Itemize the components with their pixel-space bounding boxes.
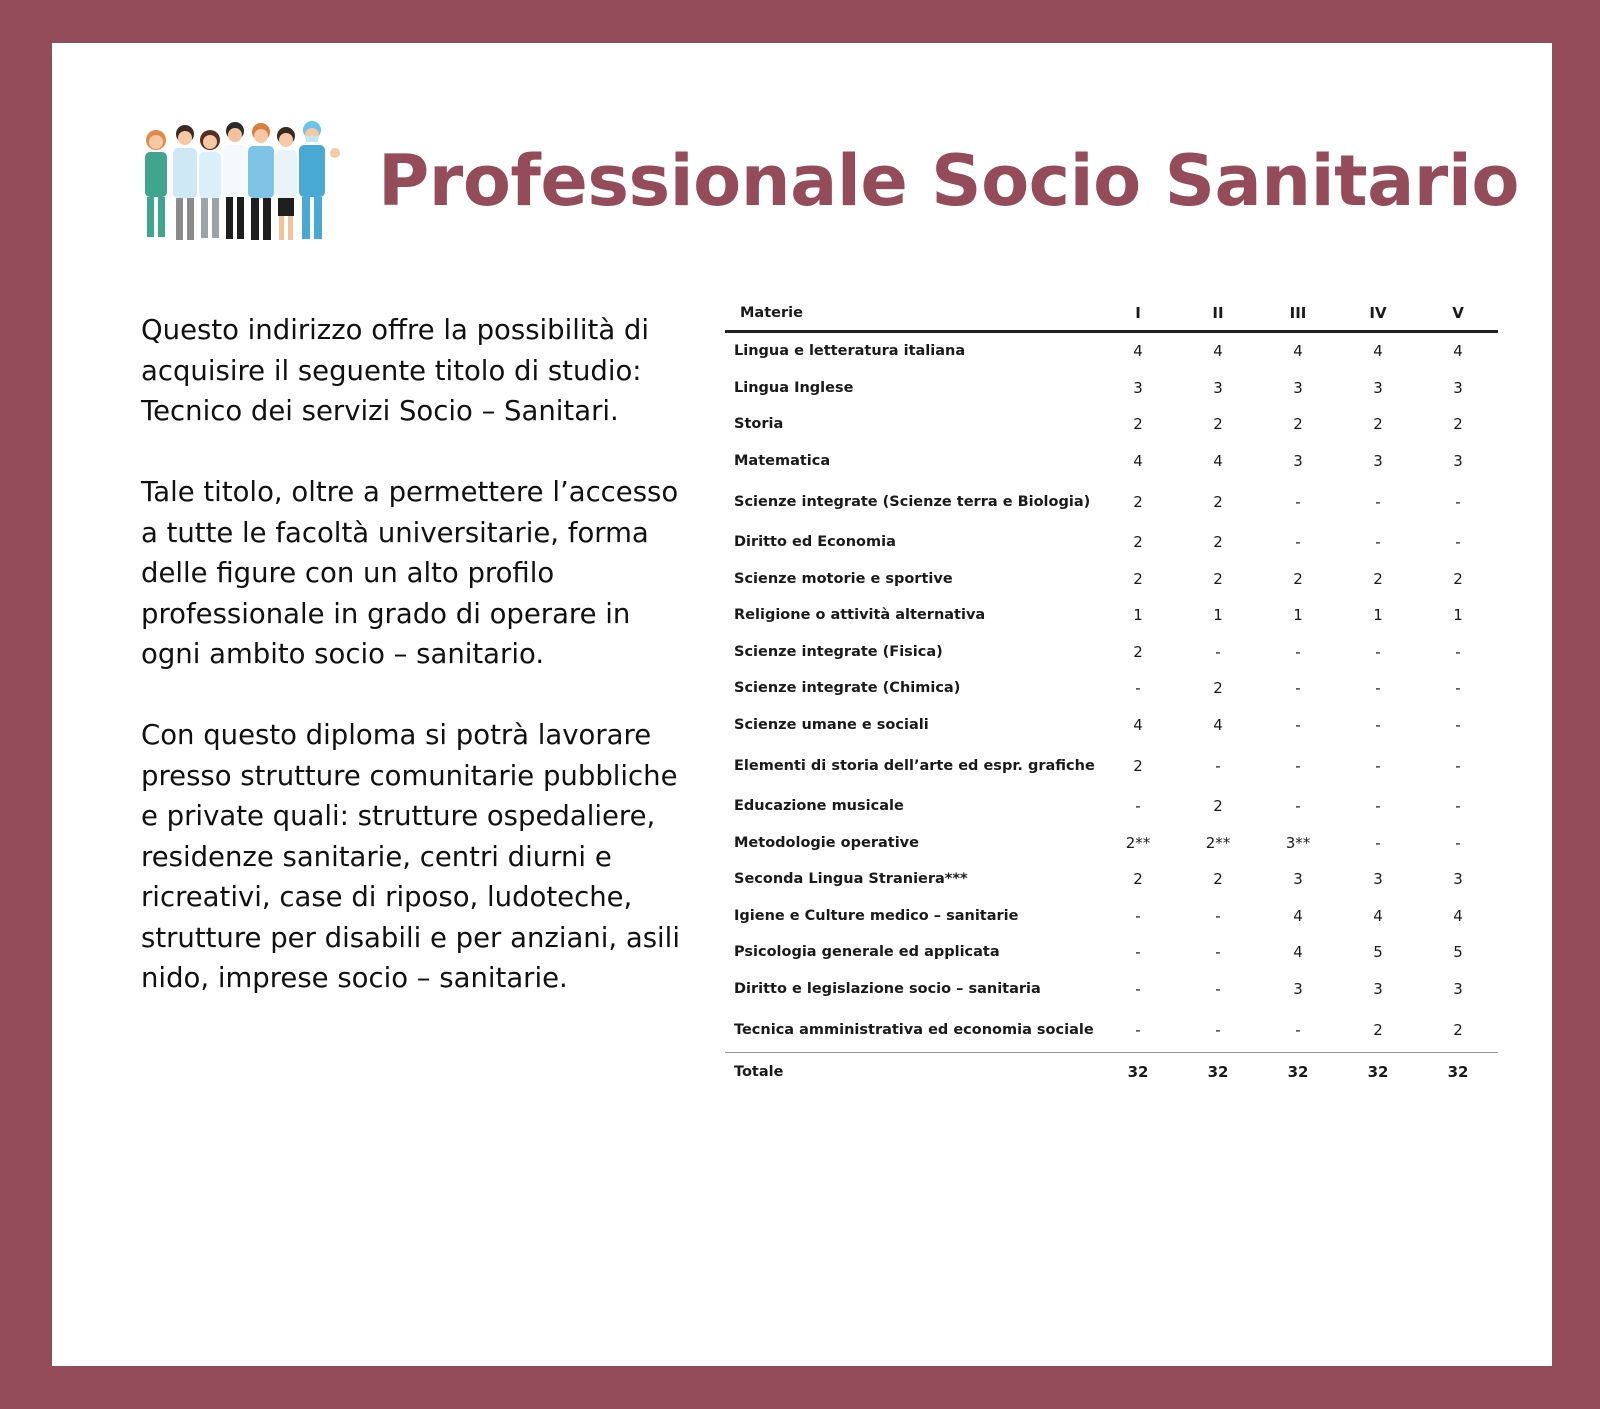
hours-cell-year-1: - (1135, 1020, 1141, 1039)
hours-cell-year-3: 4 (1293, 906, 1303, 925)
hours-cell-year-3: - (1295, 642, 1301, 661)
hours-cell-year-1: - (1135, 906, 1141, 925)
hours-cell-year-4: 2 (1373, 415, 1383, 434)
hours-cell-year-2: - (1215, 943, 1221, 962)
subject-cell: Scienze integrate (Chimica) (734, 680, 961, 697)
hours-cell-year-3: - (1295, 492, 1301, 511)
header-subject: Materie (725, 300, 1098, 332)
hours-cell-year-5: - (1455, 642, 1461, 661)
subject-cell: Metodologie operative (734, 834, 919, 851)
hours-cell-year-3: - (1295, 756, 1301, 775)
paragraph-access: Tale titolo, oltre a permettere l’accesso a tutte le facoltà universitarie, forma delle figure con un alto profilo professionale in grado di operare in ogni ambito socio – sanitario. (141, 476, 679, 670)
hours-cell-year-5: 2 (1453, 569, 1463, 588)
hours-cell-year-4: 2 (1373, 1020, 1383, 1039)
paragraph-degree: Questo indirizzo offre la possibilità di acquisire il seguente titolo di studio: Tecnico dei servizi Socio – Sanitari. (141, 314, 650, 427)
hours-cell-year-5: - (1455, 679, 1461, 698)
hours-cell-year-1: 2 (1133, 642, 1143, 661)
subject-cell: Storia (734, 416, 784, 433)
hours-cell-year-5: - (1455, 797, 1461, 816)
hours-cell-year-5: 5 (1453, 943, 1463, 962)
hours-cell-year-3: - (1295, 715, 1301, 734)
subject-cell: Lingua e letteratura italiana (734, 343, 966, 360)
subject-cell: Scienze integrate (Fisica) (734, 643, 943, 660)
hours-cell-year-1: 2** (1125, 833, 1151, 852)
hours-cell-year-2: 2 (1213, 533, 1223, 552)
hours-cell-year-4: 3 (1373, 870, 1383, 889)
table-total-row (725, 1053, 1498, 1092)
table-row (725, 406, 1498, 443)
hours-cell-year-2: 2 (1213, 870, 1223, 889)
hours-cell-year-1: - (1135, 797, 1141, 816)
table-row (725, 561, 1498, 598)
hours-cell-year-3: - (1295, 1020, 1301, 1039)
hours-cell-year-3: 2 (1293, 569, 1303, 588)
table-row (725, 788, 1498, 825)
hours-cell-year-2: - (1215, 642, 1221, 661)
table-row (725, 825, 1498, 862)
hours-cell-year-1: 4 (1133, 715, 1143, 734)
hours-cell-year-5: - (1455, 533, 1461, 552)
hours-cell-year-3: 3 (1293, 451, 1303, 470)
subject-cell: Scienze integrate (Scienze terra e Biologia) (734, 493, 1091, 510)
subject-cell: Diritto e legislazione socio – sanitaria (734, 980, 1041, 997)
table-row (725, 670, 1498, 707)
total-cell-year-4: 32 (1338, 1053, 1418, 1092)
hours-cell-year-4: - (1375, 715, 1381, 734)
subject-cell: Scienze motorie e sportive (734, 570, 953, 587)
table-row (725, 861, 1498, 898)
hours-cell-year-4: 3 (1373, 979, 1383, 998)
total-cell-year-5: 32 (1418, 1053, 1498, 1092)
hours-cell-year-1: 2 (1133, 870, 1143, 889)
subject-cell: Lingua Inglese (734, 379, 854, 396)
table-row (725, 370, 1498, 407)
hours-cell-year-4: - (1375, 533, 1381, 552)
hours-cell-year-5: 3 (1453, 870, 1463, 889)
hours-cell-year-2: 2 (1213, 569, 1223, 588)
table-row (725, 971, 1498, 1008)
hours-cell-year-5: - (1455, 756, 1461, 775)
table-row (725, 898, 1498, 935)
subject-cell: Elementi di storia dell’arte ed espr. grafiche (734, 757, 1095, 774)
hours-cell-year-3: 3 (1293, 870, 1303, 889)
hours-cell-year-2: - (1215, 979, 1221, 998)
hours-cell-year-1: 2 (1133, 533, 1143, 552)
total-cell-year-3: 32 (1258, 1053, 1338, 1092)
hours-cell-year-4: 3 (1373, 451, 1383, 470)
hours-cell-year-4: - (1375, 833, 1381, 852)
hours-cell-year-4: - (1375, 642, 1381, 661)
hours-cell-year-2: 4 (1213, 715, 1223, 734)
subject-cell: Scienze umane e sociali (734, 716, 929, 733)
hours-cell-year-3: 4 (1293, 943, 1303, 962)
total-label: Totale (725, 1053, 1098, 1092)
hours-cell-year-1: 2 (1133, 492, 1143, 511)
hours-cell-year-3: 3 (1293, 979, 1303, 998)
hours-cell-year-1: 1 (1133, 606, 1143, 625)
subject-cell: Matematica (734, 452, 831, 469)
hours-cell-year-2: 4 (1213, 342, 1223, 361)
hours-cell-year-2: - (1215, 756, 1221, 775)
hours-cell-year-1: - (1135, 979, 1141, 998)
hours-cell-year-5: 3 (1453, 451, 1463, 470)
table-row (725, 707, 1498, 744)
hours-cell-year-1: 2 (1133, 756, 1143, 775)
doctor-figure (145, 121, 340, 240)
hours-cell-year-5: 3 (1453, 378, 1463, 397)
hours-cell-year-4: - (1375, 679, 1381, 698)
table-row (725, 934, 1498, 971)
hours-cell-year-4: 4 (1373, 906, 1383, 925)
hours-cell-year-5: - (1455, 715, 1461, 734)
hours-cell-year-1: 2 (1133, 569, 1143, 588)
hours-cell-year-3: - (1295, 679, 1301, 698)
hours-cell-year-3: - (1295, 533, 1301, 552)
hours-cell-year-2: 1 (1213, 606, 1223, 625)
hours-cell-year-5: 4 (1453, 342, 1463, 361)
hours-cell-year-2: 4 (1213, 451, 1223, 470)
hours-cell-year-2: - (1215, 1020, 1221, 1039)
header-year-1: I (1098, 300, 1178, 332)
hours-cell-year-3: 4 (1293, 342, 1303, 361)
table-row (725, 743, 1498, 788)
subject-cell: Seconda Lingua Straniera*** (734, 871, 968, 888)
hours-cell-year-3: 3 (1293, 378, 1303, 397)
hours-cell-year-2: 2 (1213, 492, 1223, 511)
page-title: Professionale Socio Sanitario (378, 140, 1519, 222)
hours-cell-year-4: 4 (1373, 342, 1383, 361)
hours-cell-year-2: 2 (1213, 679, 1223, 698)
hours-cell-year-4: - (1375, 492, 1381, 511)
header-year-4: IV (1338, 300, 1418, 332)
hours-cell-year-3: - (1295, 797, 1301, 816)
table-row (725, 634, 1498, 671)
hours-cell-year-4: - (1375, 797, 1381, 816)
medical-staff-illustration (138, 120, 348, 250)
table-row (725, 443, 1498, 480)
hours-cell-year-1: - (1135, 943, 1141, 962)
hours-cell-year-2: 3 (1213, 378, 1223, 397)
header-year-5: V (1418, 300, 1498, 332)
hours-cell-year-1: 2 (1133, 415, 1143, 434)
hours-cell-year-2: 2** (1205, 833, 1231, 852)
table-row (725, 1007, 1498, 1053)
hours-cell-year-1: 3 (1133, 378, 1143, 397)
hours-cell-year-5: - (1455, 833, 1461, 852)
total-cell-year-1: 32 (1098, 1053, 1178, 1092)
hours-cell-year-5: 2 (1453, 415, 1463, 434)
hours-cell-year-3: 3** (1285, 833, 1311, 852)
hours-cell-year-4: 5 (1373, 943, 1383, 962)
subject-cell: Educazione musicale (734, 798, 904, 815)
subject-cell: Igiene e Culture medico – sanitarie (734, 907, 1019, 924)
subject-cell: Psicologia generale ed applicata (734, 944, 1000, 961)
hours-cell-year-1: - (1135, 679, 1141, 698)
hours-cell-year-4: 3 (1373, 378, 1383, 397)
hours-cell-year-4: 2 (1373, 569, 1383, 588)
hours-cell-year-1: 4 (1133, 342, 1143, 361)
table-row (725, 332, 1498, 370)
hours-cell-year-4: 1 (1373, 606, 1383, 625)
header-year-3: III (1258, 300, 1338, 332)
hours-cell-year-2: - (1215, 906, 1221, 925)
header-year-2: II (1178, 300, 1258, 332)
hours-cell-year-5: - (1455, 492, 1461, 511)
table-row (725, 479, 1498, 524)
paragraph-careers: Con questo diploma si potrà lavorare presso strutture comunitarie pubbliche e private quali: strutture ospedaliere, residenze sanitarie, centri diurni e ricreativi, case di riposo, ludoteche, strutture per disabili e per anziani, asili nido, imprese socio – sanitarie. (141, 719, 680, 994)
hours-cell-year-5: 2 (1453, 1020, 1463, 1039)
subject-cell: Religione o attività alternativa (734, 607, 986, 624)
hours-cell-year-2: 2 (1213, 797, 1223, 816)
table-header-row (725, 300, 1498, 332)
hours-cell-year-5: 3 (1453, 979, 1463, 998)
description (141, 310, 686, 1039)
hours-cell-year-3: 2 (1293, 415, 1303, 434)
hours-cell-year-3: 1 (1293, 606, 1303, 625)
subject-cell: Tecnica amministrativa ed economia sociale (734, 1021, 1094, 1038)
subjects-table (725, 300, 1498, 1091)
table-row (725, 597, 1498, 634)
hours-cell-year-4: - (1375, 756, 1381, 775)
hours-cell-year-5: 1 (1453, 606, 1463, 625)
hours-cell-year-1: 4 (1133, 451, 1143, 470)
hours-cell-year-5: 4 (1453, 906, 1463, 925)
total-cell-year-2: 32 (1178, 1053, 1258, 1092)
table-row (725, 524, 1498, 561)
hours-cell-year-2: 2 (1213, 415, 1223, 434)
subject-cell: Diritto ed Economia (734, 534, 896, 551)
